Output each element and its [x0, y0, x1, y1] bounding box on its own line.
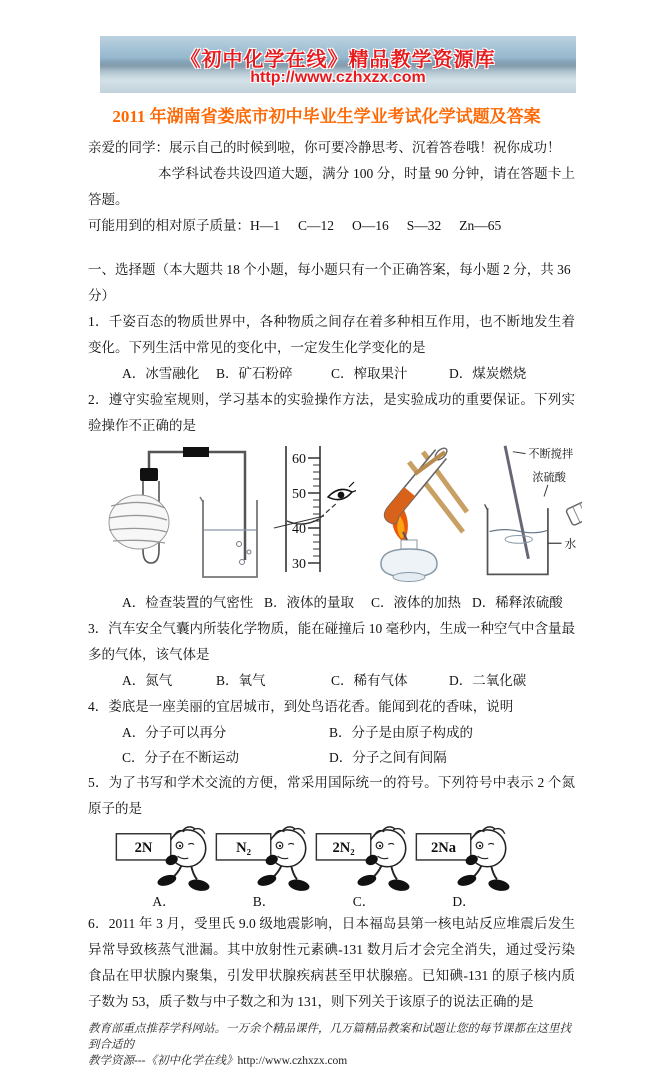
footer-line1: 教育部重点推荐学科网站。一万余个精品课件，几万篇精品教案和试题让您的每节课都在这里找到合适的 [88, 1023, 571, 1051]
sign-d-text: 2Na [431, 840, 457, 857]
swirl [505, 535, 532, 543]
question-1-text: 1．千姿百态的物质世界中，各种物质之间存在着多种相互作用，也不断地发生着变化。下列生活中常见的变化中，一定发生化学变化的是 [88, 314, 575, 355]
cartoon-figure-b [214, 825, 311, 893]
question-2-text: 2．遵守实验室规则，学习基本的实验操作方法，是实验成功的重要保证。下列实验操作不正确的是 [88, 392, 575, 433]
q5-label-a: A． [152, 894, 176, 909]
question-3-text: 3．汽车安全气囊内所装化学物质，能在碰撞后 10 毫秒内，生成一种空气中含量最多的气体，该气体是 [88, 621, 575, 662]
q1-option-b: B．矿石粉碎 [216, 366, 293, 381]
acid-label: 浓硫酸 [532, 471, 566, 484]
site-banner [100, 36, 576, 93]
greeting-label: 亲爱的同学： [88, 140, 169, 155]
liquid-measuring-figure [260, 440, 356, 595]
intro-instruction: 本学科试卷共设四道大题，满分 100 分，时量 90 分钟，请在答题卡上答题。 [88, 166, 575, 207]
footer-line2 [88, 1053, 575, 1069]
q5-label-c: C． [352, 894, 376, 909]
atomic-mass-H: H—1 [250, 218, 280, 233]
q3-option-c: C．稀有气体 [331, 673, 408, 688]
tick-60: 60 [292, 452, 306, 467]
sign-b-text: N₂ [236, 840, 252, 857]
legs [173, 866, 197, 880]
atomic-mass-line [88, 213, 575, 239]
atomic-mass-C: C—12 [298, 218, 335, 233]
atomic-mass-prefix: 可能用到的相对原子质量： [88, 218, 250, 233]
question-3-options [88, 668, 575, 694]
tick-40: 40 [292, 522, 306, 537]
tick-30: 30 [292, 557, 306, 572]
question-4-text: 4．娄底是一座美丽的宜居城市，到处鸟语花香。能闻到花的香味，说明 [88, 699, 514, 714]
question-4-options-row1 [88, 720, 575, 745]
footer-site-url: http://www.czhxzx.com [237, 1055, 348, 1067]
sign-a-text: 2N [134, 840, 153, 857]
q5-label-d: D． [452, 894, 476, 909]
page-title: 2011 年湖南省娄底市初中毕业生学业考试化学试题及答案 [112, 107, 541, 126]
airtightness-check-icon [94, 440, 260, 590]
graduated-cylinder-icon [260, 440, 356, 590]
q4-option-b: B．分子是由原子构成的 [329, 725, 474, 740]
q3-option-d: D．二氧化碳 [449, 673, 527, 688]
atomic-mass-O: O—16 [352, 218, 389, 233]
rubber-stopper [140, 468, 158, 481]
footer-line2-prefix: 教学资源---《初中化学在线》 [88, 1055, 238, 1067]
dilution-setup-icon [470, 440, 582, 590]
liquid-heating-figure [356, 440, 470, 595]
q2-option-d: D．稀释浓硫酸 [472, 595, 563, 610]
question-5-text: 5．为了书写和学术交流的方便，常采用国际统一的符号。下列符号中表示 2 个氮原子的是 [88, 775, 575, 816]
q1-option-c: C．榨取果汁 [331, 366, 408, 381]
cartoon-figure-a [114, 825, 211, 893]
stir-label: 不断搅拌 [528, 448, 574, 461]
banner-site-title: 《初中化学在线》精品教学资源库 [180, 49, 496, 71]
tick-50: 50 [292, 487, 306, 502]
tube-connector [183, 447, 209, 457]
water-surface [489, 530, 546, 533]
airtightness-check-figure [94, 440, 260, 595]
q4-option-d: D．分子之间有间隔 [329, 750, 447, 765]
question-5-labels [88, 893, 575, 911]
q4-option-c: C．分子在不断运动 [122, 750, 240, 765]
cartoon-figure-c [314, 825, 411, 893]
section1-header: 一、选择题（本大题共 18 个小题，每小题只有一个正确答案，每小题 2 分，共 36 分） [88, 262, 571, 303]
acid-bottle [566, 497, 582, 526]
q4-option-a: A．分子可以再分 [122, 725, 227, 740]
bubble [237, 542, 242, 547]
beaker [488, 508, 548, 574]
q2-option-b: B．液体的量取 [264, 595, 355, 610]
banner-site-url: http://www.czhxzx.com [250, 69, 426, 86]
page-footer [88, 1021, 575, 1069]
q3-option-a: A．氮气 [122, 673, 173, 688]
question-2-figures [94, 440, 575, 590]
water-label: 水 [564, 538, 577, 552]
lamp-neck [401, 540, 417, 549]
beaker [203, 500, 257, 577]
cartoon-figure-d [414, 825, 511, 893]
q1-option-d: D．煤炭燃烧 [449, 366, 527, 381]
q2-option-a: A．检查装置的气密性 [122, 595, 254, 610]
q2-option-c: C．液体的加热 [371, 595, 462, 610]
atomic-mass-S: S—32 [406, 218, 442, 233]
intro-greeting [88, 135, 575, 161]
sign-c-text: 2N₂ [332, 840, 355, 857]
question-5-figures [88, 825, 575, 893]
sight-line [320, 502, 338, 518]
greeting-text: 展示自己的时候到啦，你可要冷静思考、沉着答卷哦！祝你成功！ [169, 140, 561, 155]
q3-option-b: B．氧气 [216, 673, 266, 688]
q1-option-a: A．冰雪融化 [122, 366, 200, 381]
heating-setup-icon [356, 440, 470, 590]
question-4-options-row2 [88, 745, 575, 770]
q5-label-b: B． [252, 894, 276, 909]
atomic-mass-Zn: Zn—65 [459, 218, 502, 233]
acid-dilution-figure [470, 440, 582, 595]
question-6-text: 6．2011 年 3 月，受里氏 9.0 级地震影响，日本福岛县第一核电站反应堆震后发生异常导致核蒸气泄漏。其中放射性元素碘-131 数月后才会完全消失，通过受污染食品在甲状腺内聚集，引发甲状腺疾病甚至甲状腺癌。已知碘-131 的原子核内质子数为 53，质子数与中子数之和为 131，则下列关于该原子的说法正确的是 [88, 916, 575, 1009]
question-1-options [88, 361, 575, 387]
